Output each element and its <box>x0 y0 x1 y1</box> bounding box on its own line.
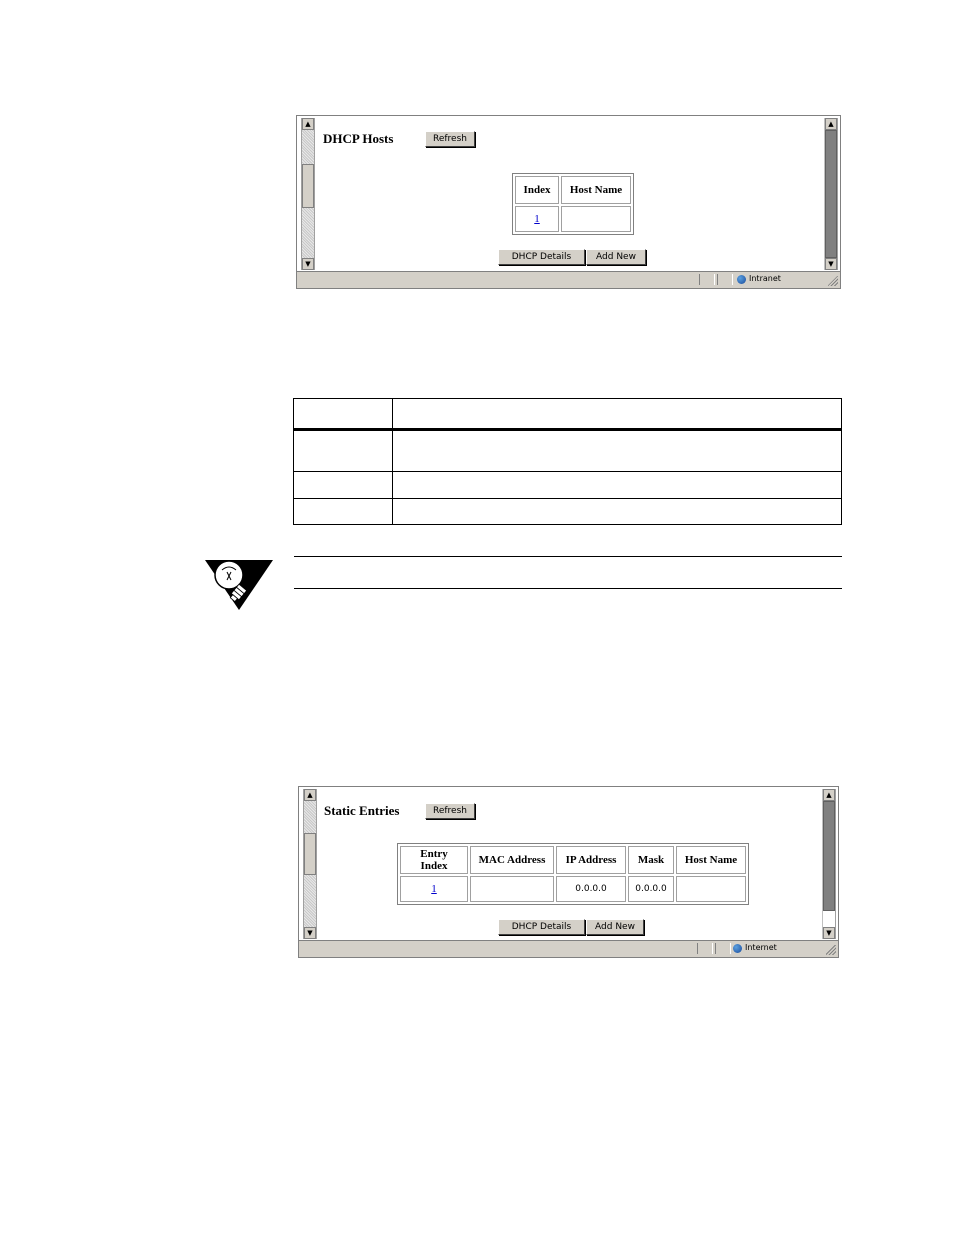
security-zone <box>737 273 781 285</box>
down-arrow-icon[interactable]: ▼ <box>823 927 835 939</box>
table-header-row <box>400 846 746 874</box>
dhcp-hosts-window <box>296 115 841 289</box>
document-table <box>293 398 842 525</box>
page-title: Static Entries <box>324 803 400 818</box>
static-entries-table <box>397 843 749 905</box>
column-header-mac-address: MAC Address <box>470 846 554 874</box>
dhcp-details-button[interactable]: DHCP Details <box>498 249 585 265</box>
note-rule-bottom <box>294 588 842 589</box>
status-bar <box>297 271 840 288</box>
scroll-thumb[interactable] <box>823 801 835 911</box>
table-row <box>294 499 842 525</box>
status-cell <box>717 274 733 285</box>
table-cell <box>294 499 393 525</box>
down-arrow-icon[interactable]: ▼ <box>825 258 837 270</box>
column-header-index: Index <box>515 176 559 204</box>
left-frame-scrollbar[interactable] <box>301 118 315 270</box>
table-header-row <box>515 176 631 204</box>
status-cell <box>715 943 731 954</box>
right-scrollbar[interactable] <box>824 118 838 270</box>
table-row <box>294 472 842 499</box>
down-arrow-icon[interactable]: ▼ <box>304 927 316 939</box>
resize-grip-icon[interactable] <box>828 276 838 286</box>
add-new-button[interactable]: Add New <box>586 919 644 935</box>
down-arrow-icon[interactable]: ▼ <box>302 258 314 270</box>
mac-address-cell <box>470 876 554 902</box>
add-new-button[interactable]: Add New <box>586 249 646 265</box>
static-entries-window <box>298 786 839 958</box>
up-arrow-icon[interactable]: ▲ <box>825 118 837 130</box>
table-cell <box>393 430 842 472</box>
table-cell <box>393 472 842 499</box>
column-header-host-name: Host Name <box>561 176 631 204</box>
column-header-entry-index: Entry Index <box>400 846 468 874</box>
table-row <box>294 430 842 472</box>
globe-icon <box>737 275 746 284</box>
dhcp-hosts-table <box>512 173 634 235</box>
index-link[interactable]: 1 <box>515 206 559 232</box>
header-cell <box>294 399 393 430</box>
lightbulb-note-icon <box>205 558 275 612</box>
host-name-cell <box>561 206 631 232</box>
scroll-thumb[interactable] <box>302 164 314 208</box>
scroll-thumb[interactable] <box>825 130 837 258</box>
up-arrow-icon[interactable]: ▲ <box>304 789 316 801</box>
entry-index-link[interactable]: 1 <box>400 876 468 902</box>
mask-cell: 0.0.0.0 <box>628 876 674 902</box>
security-zone <box>733 942 777 954</box>
table-row <box>400 876 746 902</box>
zone-label: Internet <box>745 943 777 952</box>
globe-icon <box>733 944 742 953</box>
scroll-thumb[interactable] <box>304 833 316 875</box>
left-frame-scrollbar[interactable] <box>303 789 317 939</box>
column-header-mask: Mask <box>628 846 674 874</box>
column-header-host-name: Host Name <box>676 846 746 874</box>
table-header-row <box>294 399 842 430</box>
status-cell <box>697 943 713 954</box>
table-cell <box>393 499 842 525</box>
up-arrow-icon[interactable]: ▲ <box>823 789 835 801</box>
status-bar <box>299 940 838 957</box>
table-cell <box>294 472 393 499</box>
refresh-button[interactable]: Refresh <box>425 803 475 819</box>
zone-label: Intranet <box>749 274 781 283</box>
note-rule-top <box>294 556 842 557</box>
table-cell <box>294 430 393 472</box>
up-arrow-icon[interactable]: ▲ <box>302 118 314 130</box>
page-content <box>317 789 824 939</box>
ip-address-cell: 0.0.0.0 <box>556 876 626 902</box>
host-name-cell <box>676 876 746 902</box>
column-header-ip-address: IP Address <box>556 846 626 874</box>
status-cell <box>699 274 715 285</box>
resize-grip-icon[interactable] <box>826 945 836 955</box>
page-title: DHCP Hosts <box>323 131 394 146</box>
right-scrollbar[interactable] <box>822 789 836 939</box>
page-content <box>315 118 826 270</box>
refresh-button[interactable]: Refresh <box>425 131 475 147</box>
header-cell <box>393 399 842 430</box>
table-row <box>515 206 631 232</box>
dhcp-details-button[interactable]: DHCP Details <box>498 919 585 935</box>
